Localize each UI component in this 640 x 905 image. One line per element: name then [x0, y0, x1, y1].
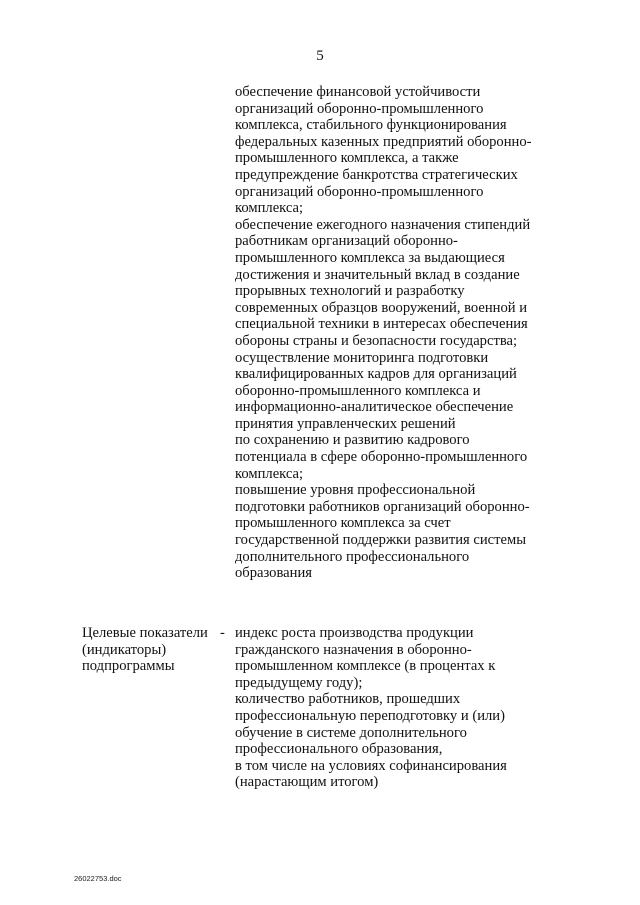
text-line: принятия управленческих решений — [235, 415, 456, 432]
value-line: индекс роста производства продукции — [235, 625, 474, 641]
text-line: промышленного комплекса за счет — [235, 515, 451, 532]
value-line: гражданского назначения в оборонно- — [235, 641, 472, 658]
value-line: количество работников, прошедших — [235, 691, 461, 708]
text-line: комплекса; — [235, 465, 304, 482]
text-line: организаций оборонно-промышленного — [235, 100, 484, 117]
text-line: работникам организаций оборонно- — [235, 233, 458, 250]
text-line: по сохранению и развитию кадрового — [235, 432, 470, 449]
text-line: обеспечение финансовой устойчивости — [235, 84, 481, 100]
text-line: образования — [235, 565, 312, 582]
text-line: промышленного комплекса за выдающиеся — [235, 249, 505, 266]
value-line: профессионального образования, — [235, 741, 443, 758]
value-line: предыдущему году); — [235, 674, 363, 691]
text-line: обеспечение ежегодного назначения стипендий — [235, 216, 531, 233]
value-line: профессиональную переподготовку и (или) — [235, 707, 505, 724]
text-line: государственной поддержки развития системы — [235, 532, 527, 549]
text-line: повышение уровня профессиональной — [235, 482, 476, 499]
value-line: (нарастающим итогом) — [235, 774, 379, 791]
label-line: подпрограммы — [82, 658, 175, 675]
page-number: 5 — [316, 48, 324, 64]
text-line: осуществление мониторинга подготовки — [235, 349, 489, 366]
text-line: федеральных казенных предприятий оборонно- — [235, 133, 532, 150]
section-value-block — [235, 625, 545, 791]
footer-filename: 26022753.doc — [74, 874, 122, 883]
text-line: комплекса; — [235, 200, 304, 217]
value-line: промышленном комплексе (в процентах к — [235, 658, 496, 675]
value-line: в том числе на условиях софинансирования — [235, 757, 507, 774]
text-line: подготовки работников организаций оборонно- — [235, 498, 530, 515]
text-line: квалифицированных кадров для организаций — [235, 366, 517, 383]
text-line: комплекса, стабильного функционирования — [235, 117, 507, 134]
text-line: оборонно-промышленного комплекса и — [235, 382, 481, 399]
value-line: обучение в системе дополнительного — [235, 724, 467, 741]
section-dash: - — [220, 625, 225, 641]
text-line: информационно-аналитическое обеспечение — [235, 399, 514, 416]
text-line: достижения и значительный вклад в создание — [235, 266, 520, 283]
text-line: организаций оборонно-промышленного — [235, 183, 484, 200]
label-line: Целевые показатели — [82, 625, 208, 641]
text-line: обороны страны и безопасности государства; — [235, 332, 518, 349]
text-line: современных образцов вооружений, военной и — [235, 299, 528, 316]
text-line: дополнительного профессионального — [235, 548, 470, 565]
text-line: специальной техники в интересах обеспечения — [235, 316, 528, 333]
text-line: предупреждение банкротства стратегических — [235, 166, 518, 183]
section-label — [82, 625, 232, 675]
label-line: (индикаторы) — [82, 641, 167, 658]
text-line: промышленного комплекса, а также — [235, 150, 459, 167]
text-line: прорывных технологий и разработку — [235, 283, 465, 300]
text-line: потенциала в сфере оборонно-промышленного — [235, 449, 528, 466]
upper-text-block — [235, 84, 545, 582]
